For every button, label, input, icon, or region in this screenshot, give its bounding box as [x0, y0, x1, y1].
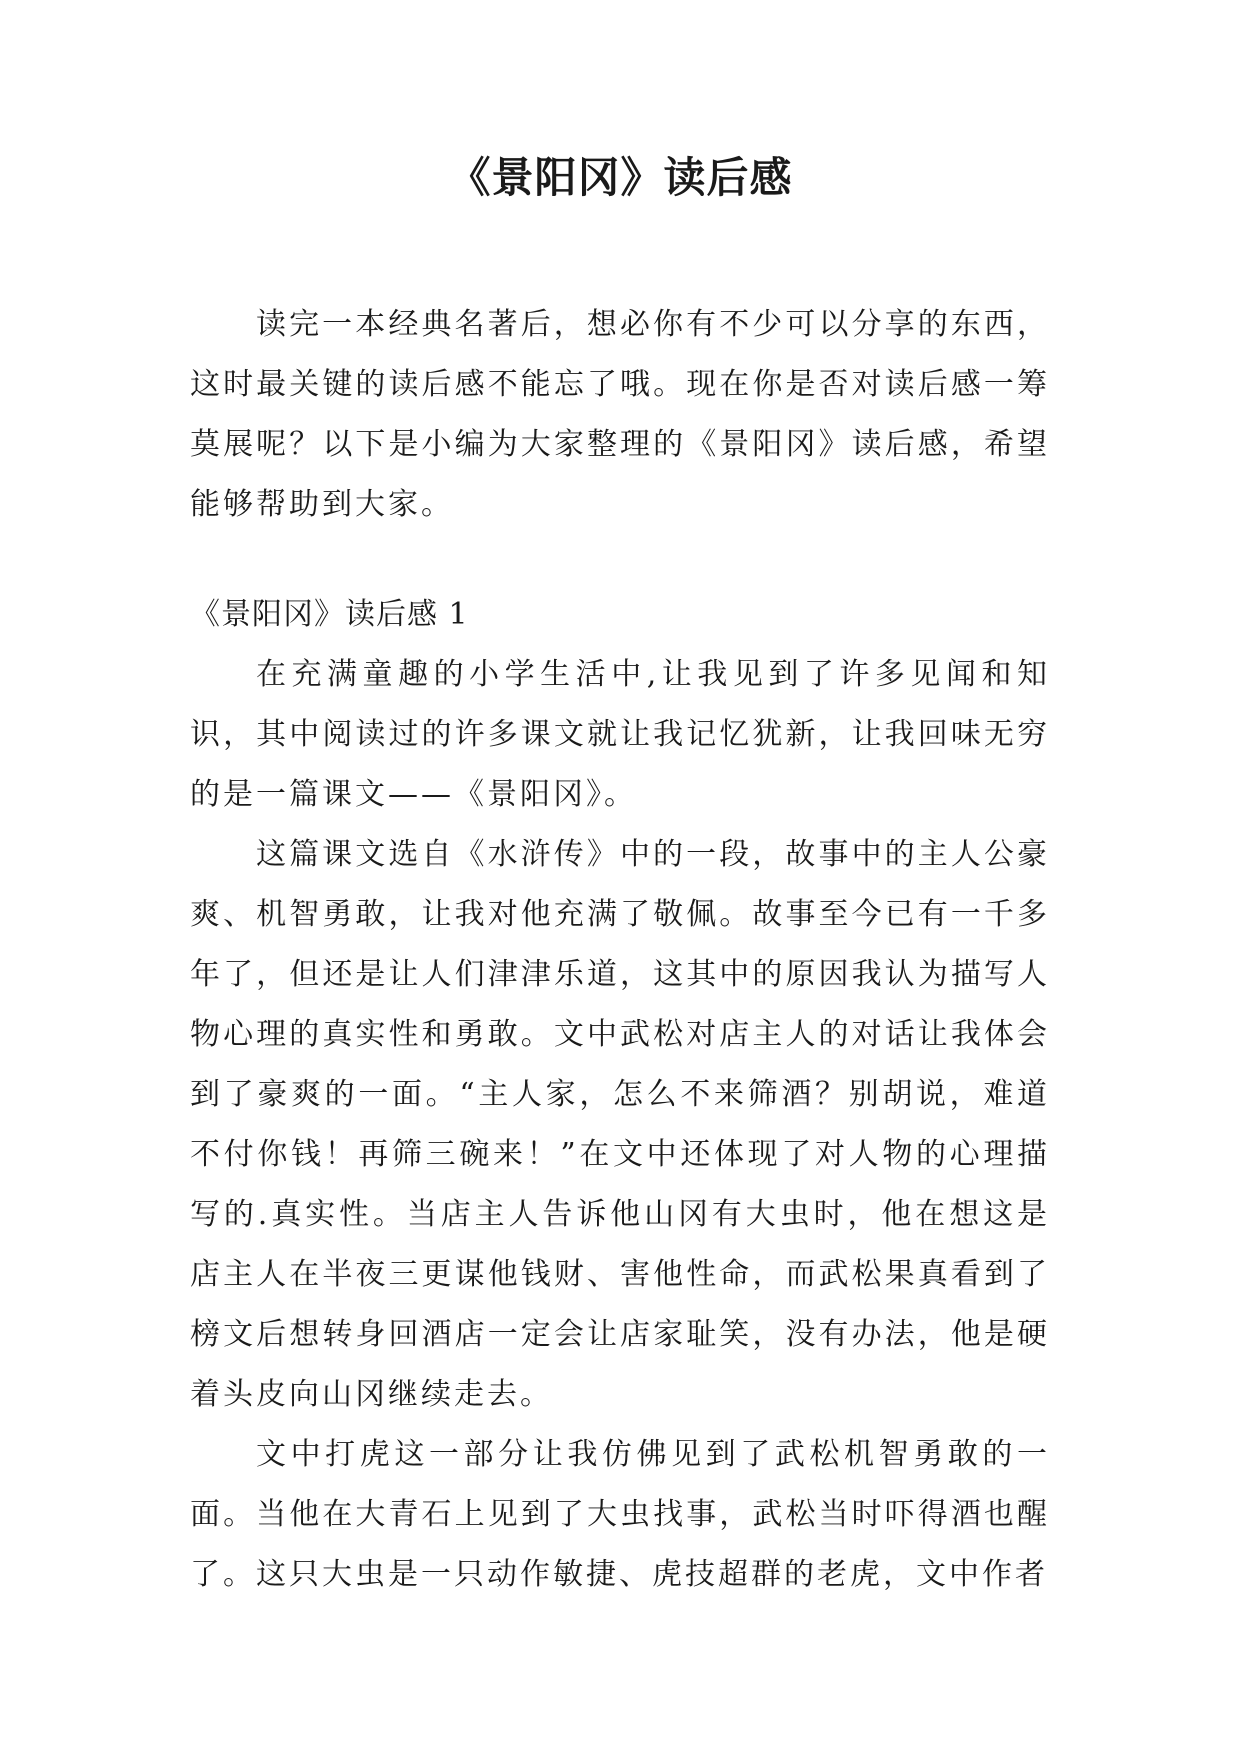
body-paragraph-1: 在充满童趣的小学生活中,让我见到了许多见闻和知识，其中阅读过的许多课文就让我记忆犹新，让我回味无穷的是一篇课文——《景阳冈》。: [190, 657, 1050, 812]
body-paragraph-2: 这篇课文选自《水浒传》中的一段，故事中的主人公豪爽、机智勇敢，让我对他充满了敬佩。故事至今已有一千多年了，但还是让人们津津乐道，这其中的原因我认为描写人物心理的真实性和勇敢。文中武松对店主人的对话让我体会到了豪爽的一面。“主人家，怎么不来筛酒？别胡说，难道不付你钱！再筛三碗来！”在文中还体现了对人物的心理描写的.真实性。当店主人告诉他山冈有大虫时，他在想这是店主人在半夜三更谋他钱财、害他性命，而武松果真看到了榜文后想转身回酒店一定会让店家耻笑，没有办法，他是硬着头皮向山冈继续走去。: [190, 837, 1050, 1412]
intro-paragraph: 读完一本经典名著后，想必你有不少可以分享的东西，这时最关键的读后感不能忘了哦。现在你是否对读后感一筹莫展呢？以下是小编为大家整理的《景阳冈》读后感，希望能够帮助到大家。: [190, 307, 1050, 522]
document-body: [190, 295, 1050, 1605]
document-title: 《景阳冈》读后感: [448, 153, 793, 202]
section-heading: 《景阳冈》读后感 1: [190, 597, 469, 632]
body-paragraph-3: 文中打虎这一部分让我仿佛见到了武松机智勇敢的一面。当他在大青石上见到了大虫找事，武松当时吓得酒也醒了。这只大虫是一只动作敏捷、虎技超群的老虎，文中作者: [190, 1437, 1050, 1592]
